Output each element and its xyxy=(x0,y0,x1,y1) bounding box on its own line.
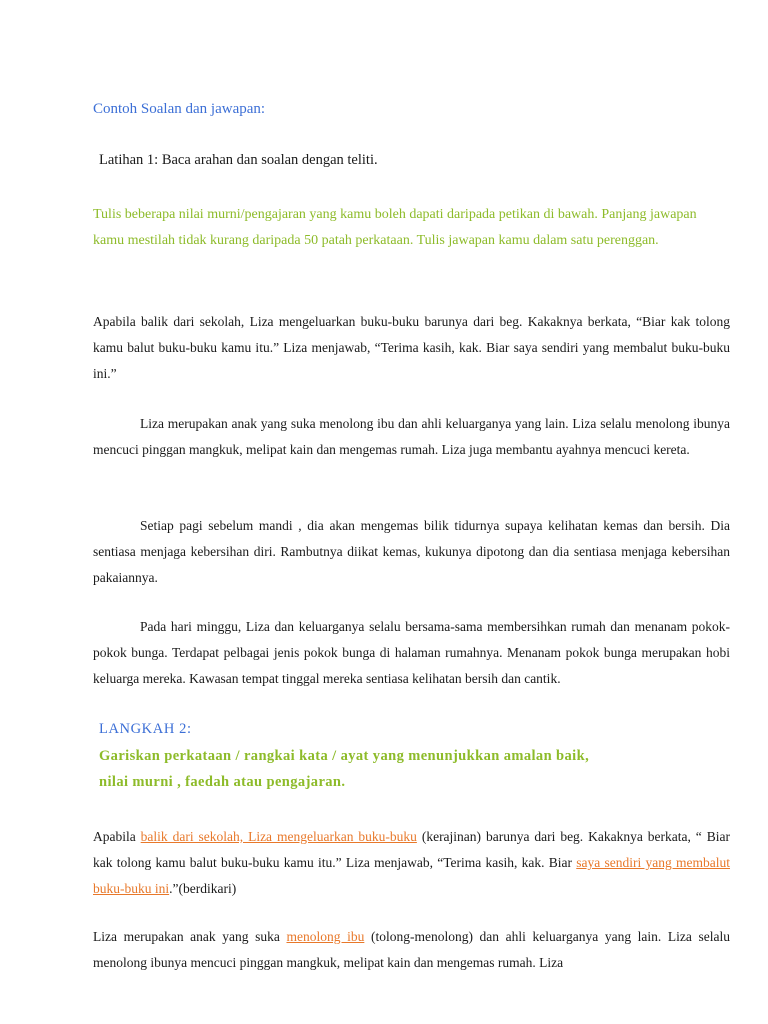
underlined-phrase: saya sendiri yang membalut buku-buku ini xyxy=(93,855,730,896)
step-2-title: LANGKAH 2: xyxy=(99,721,192,737)
plain-text: Apabila xyxy=(93,829,141,844)
page-title: Contoh Soalan dan jawapan: xyxy=(93,101,266,117)
passage-paragraph-1: Apabila balik dari sekolah, Liza mengeluarkan buku-buku barunya dari beg. Kakaknya berkata, “Biar kak tolong kamu balut buku-buku kamu itu.” Liza menjawab, “Terima kasih, kak. Biar saya sendiri yang membalut buku-buku ini.” xyxy=(93,314,730,381)
plain-text: (tolong-menolong) dan ahli keluarganya yang lain. Liza selalu menolong ibunya mencuci pinggan mangkuk, melipat kain dan mengemas rumah. Liza xyxy=(93,929,730,970)
annotated-paragraph-1 xyxy=(93,824,730,902)
passage-paragraph-4: Pada hari minggu, Liza dan keluarganya selalu bersama-sama membersihkan rumah dan menanam pokok-pokok bunga. Terdapat pelbagai jenis pokok bunga di halaman rumahnya. Menanam pokok bunga merupakan hobi keluarga mereka. Kawasan tempat tinggal mereka sentiasa kelihatan bersih dan cantik. xyxy=(93,619,730,686)
plain-text: Liza merupakan anak yang suka xyxy=(93,929,287,944)
passage-paragraph-3: Setiap pagi sebelum mandi , dia akan mengemas bilik tidurnya supaya kelihatan kemas dan bersih. Dia sentiasa menjaga kebersihan diri. Rambutnya diikat kemas, kukunya dipotong dan dia sentiasa menjaga kebersihan pakaiannya. xyxy=(93,518,730,585)
underlined-phrase: balik dari sekolah, Liza mengeluarkan buku-buku xyxy=(140,829,417,844)
plain-text: (kerajinan) barunya dari beg. Kakaknya berkata, “ Biar kak tolong kamu balut buku-buku kamu itu.” Liza menjawab, “Terima kasih, kak. Biar xyxy=(93,829,730,870)
exercise-title: Latihan 1: Baca arahan dan soalan dengan teliti. xyxy=(99,152,378,168)
passage-paragraph-2: Liza merupakan anak yang suka menolong ibu dan ahli keluarganya yang lain. Liza selalu menolong ibunya mencuci pinggan mangkuk, melipat kain dan mengemas rumah. Liza juga membantu ayahnya mencuci kereta. xyxy=(93,416,730,457)
underlined-phrase: menolong ibu xyxy=(286,929,365,944)
instruction-text: Tulis beberapa nilai murni/pengajaran yang kamu boleh dapati daripada petikan di bawah. Panjang jawapan kamu mestilah tidak kurang daripada 50 patah perkataan. Tulis jawapan kamu dalam satu perenggan. xyxy=(93,207,697,248)
plain-text: .”(berdikari) xyxy=(169,881,237,896)
annotated-paragraph-2 xyxy=(93,924,730,976)
step-2-instruction: Gariskan perkataan / rangkai kata / ayat yang menunjukkan amalan baik, nilai murni , faedah atau pengajaran. xyxy=(99,748,590,790)
